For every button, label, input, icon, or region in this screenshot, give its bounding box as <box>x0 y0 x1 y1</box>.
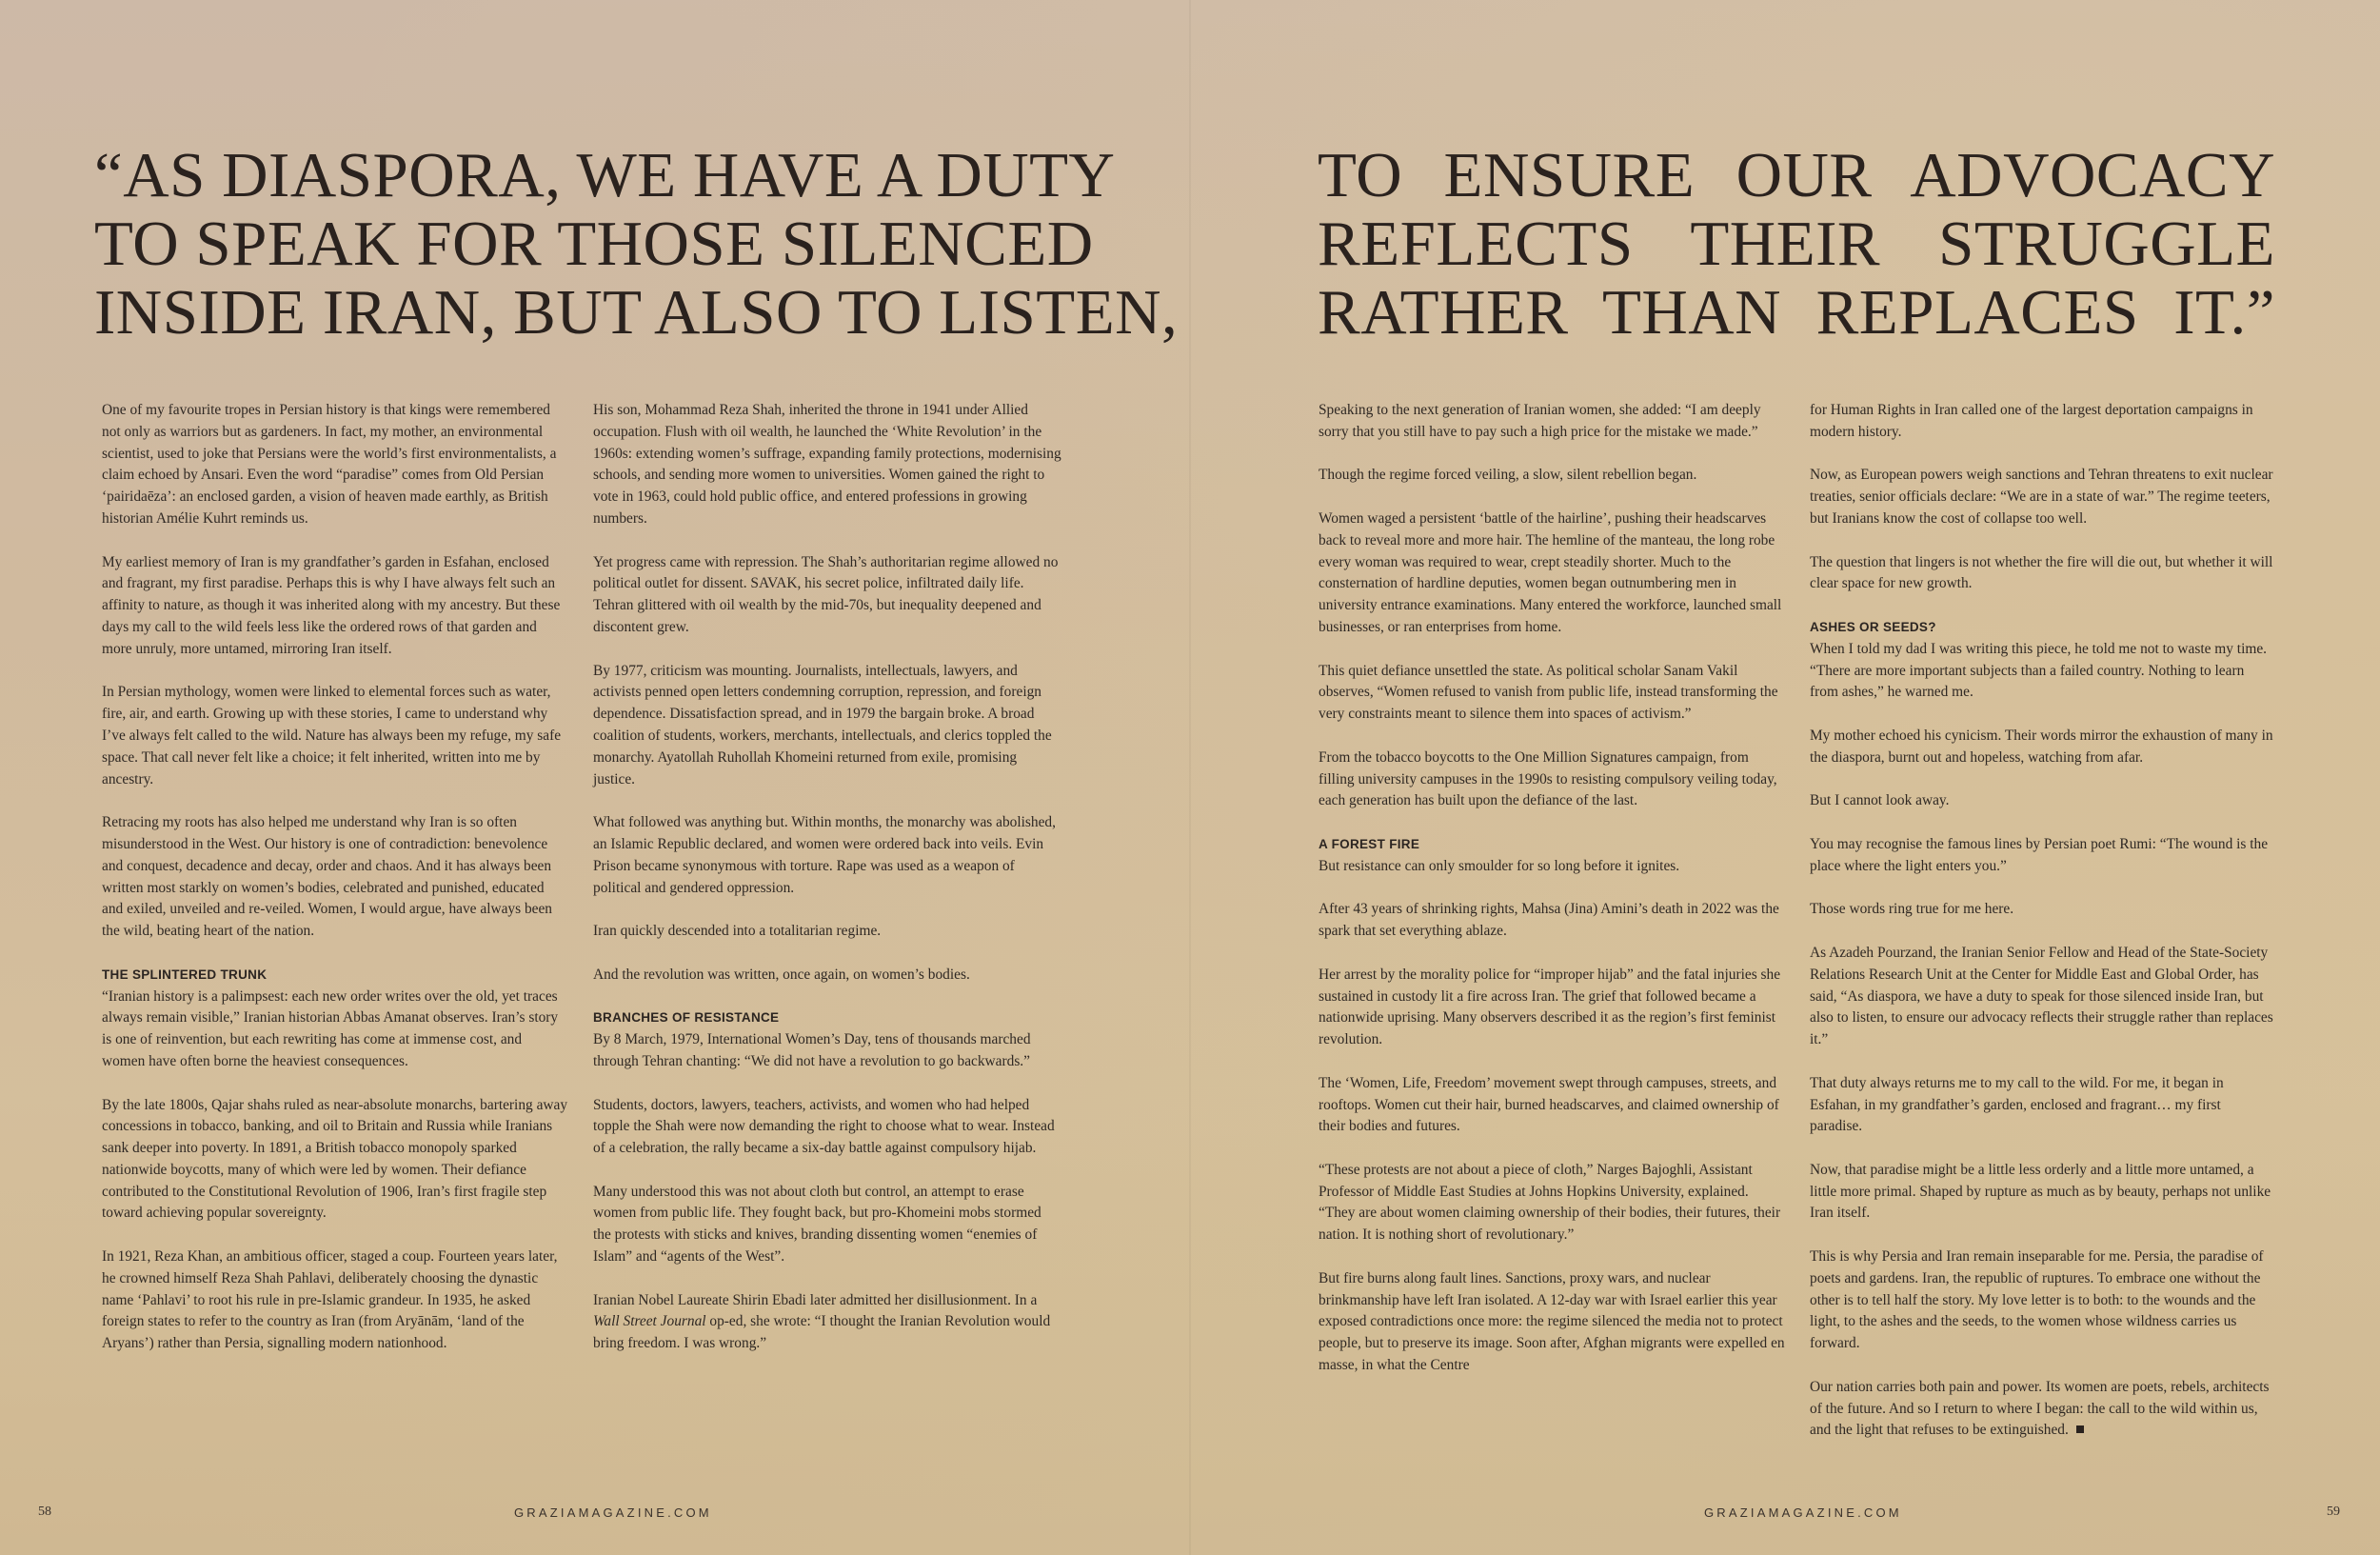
page-number-left: 58 <box>38 1505 51 1519</box>
pull-quote-right <box>1318 141 2275 347</box>
body-paragraph: Students, doctors, lawyers, teachers, activists, and women who had helped topple the Shah were now demanding the right to choose what to wear. Instead of a celebration, the rally became a six-day battle against compulsory hijab. <box>593 1096 1055 1157</box>
page-number-right: 59 <box>2327 1505 2340 1519</box>
body-paragraph <box>593 1290 1061 1355</box>
body-paragraph: Now, as European powers weigh sanctions and Tehran threatens to exit nuclear treaties, senior officials declare: “We are in a state of war.” The regime teeters, but Iranians know the cost of collapse too well. <box>1810 467 2273 527</box>
footer-website-left: GRAZIAMAGAZINE.COM <box>514 1505 712 1520</box>
body-paragraph: But I cannot look away. <box>1810 792 1950 809</box>
article-column-4 <box>1810 400 2276 1442</box>
body-paragraph: My earliest memory of Iran is my grandfather’s garden in Esfahan, enclosed and fragrant, my first paradise. Perhaps this is why I have always felt such an affinity to nature, as though it was inherited along with my ancestry. But these days my call to the wild feels less like the ordered rows of that garden and more unruly, more untamed, mirroring Iran itself. <box>102 553 561 657</box>
body-paragraph: In 1921, Reza Khan, an ambitious officer, staged a coup. Fourteen years later, he crowned himself Reza Shah Pahlavi, deliberately choosing the dynastic name ‘Pahlavi’ to root his rule in pre-Islamic grandeur. In 1935, he asked foreign states to refer to the country as Iran (from Aryānām, ‘land of the Aryans’) rather than Persia, signalling modern nationhood. <box>102 1248 558 1352</box>
body-paragraph: Yet progress came with repression. The Shah’s authoritarian regime allowed no political outlet for dissent. SAVAK, his secret police, infiltrated daily life. Tehran glittered with oil wealth by the mid-70s, but inequality deepened and discontent grew. <box>593 553 1059 635</box>
body-paragraph: for Human Rights in Iran called one of the largest deportation campaigns in modern history. <box>1810 402 2253 440</box>
body-paragraph: Though the regime forced veiling, a slow, silent rebellion began. <box>1319 467 1697 484</box>
body-paragraph: This is why Persia and Iran remain inseparable for me. Persia, the paradise of poets and gardens. Iran, the republic of ruptures. To embrace one without the other is to tell half the story. My love letter is to both: to the wounds and the light, to the ashes and the seeds, to the women whose wildness carries us forward. <box>1810 1248 2264 1352</box>
article-column-2 <box>593 400 1061 1355</box>
section-heading: THE SPLINTERED TRUNK <box>102 967 268 982</box>
section-heading: ASHES OR SEEDS? <box>1810 619 1936 634</box>
body-paragraph: Now, that paradise might be a little less orderly and a little more untamed, a little more primal. Shaped by rupture as much as by beauty, perhaps not unlike Iran itself. <box>1810 1161 2271 1222</box>
pull-quote-line: TO SPEAK FOR THOSE SILENCED <box>94 208 1094 279</box>
body-paragraph: From the tobacco boycotts to the One Million Signatures campaign, from filling university campuses in the 1990s to resisting compulsory veiling today, each generation has built upon the defiance of the last. <box>1319 748 1777 809</box>
pull-quote-line: TO ENSURE OUR ADVOCACY <box>1318 139 2275 210</box>
body-paragraph: You may recognise the famous lines by Persian poet Rumi: “The wound is the place where the light enters you.” <box>1810 835 2269 874</box>
body-paragraph: The ‘Women, Life, Freedom’ movement swept through campuses, streets, and rooftops. Women cut their hair, burned headscarves, and claimed ownership of their bodies and futures. <box>1319 1074 1779 1135</box>
body-paragraph: The question that lingers is not whether the fire will die out, but whether it will clear space for new growth. <box>1810 553 2273 592</box>
body-paragraph: In Persian mythology, women were linked to elemental forces such as water, fire, air, and earth. Growing up with these stories, I came to understand why I’ve always felt called to the wild. Nature has always been my refuge, my safe space. That call never felt like a choice; it felt inherited, written into me by ancestry. <box>102 684 562 787</box>
footer-website-right: GRAZIAMAGAZINE.COM <box>1704 1505 1902 1520</box>
body-paragraph: As Azadeh Pourzand, the Iranian Senior Fellow and Head of the State-Society Relations Research Unit at the Center for Middle East and Global Order, has said, “As diaspora, we have a duty to speak for those silenced inside Iran, but also to listen, to ensure our advocacy reflects their struggle rather than replaces it.” <box>1810 944 2273 1048</box>
body-paragraph: Her arrest by the morality police for “improper hijab” and the fatal injuries she sustained in custody lit a fire across Iran. The grief that followed became a nationwide uprising. Many observers described it as the region’s first feminist revolution. <box>1319 966 1781 1048</box>
body-paragraph: When I told my dad I was writing this piece, he told me not to waste my time. “There are more important subjects than a failed country. Nothing to learn from ashes,” he warned me. <box>1810 640 2268 701</box>
section-heading: A FOREST FIRE <box>1319 836 1420 851</box>
body-paragraph: This quiet defiance unsettled the state. As political scholar Sanam Vakil observes, “Women refused to vanish from public life, instead transforming the very constraints meant to silence them into spaces of activism.” <box>1319 662 1778 723</box>
body-paragraph: His son, Mohammad Reza Shah, inherited the throne in 1941 under Allied occupation. Flush with oil wealth, he launched the ‘White Revolution’ in the 1960s: extending women’s suffrage, expanding family protections, modernising schools, and sending more women to universities. Women gained the right to vote in 1963, could hold public office, and entered professions in growing numbers. <box>593 402 1061 527</box>
article-column-1 <box>102 400 568 1355</box>
body-paragraph: Women waged a persistent ‘battle of the hairline’, pushing their headscarves back to reveal more and more hair. The hemline of the manteau, the long robe every woman was required to wear, crept steadily shorter. Much to the consternation of hardline deputies, women began outnumbering men in university entrance examinations. Many entered the workforce, launched small businesses, or ran enterprises from home. <box>1319 509 1782 635</box>
body-paragraph: Those words ring true for me here. <box>1810 901 2014 918</box>
body-paragraph: “Iranian history is a palimpsest: each new order writes over the old, yet traces always remain visible,” Iranian historian Abbas Amanat observes. Iran’s story is one of reinvention, but each rewriting has come at immense cost, and women have often borne the heaviest consequences. <box>102 987 559 1069</box>
body-paragraph: By 8 March, 1979, International Women’s Day, tens of thousands marched through Tehran chanting: “We did not have a revolution to go backwards.” <box>593 1031 1031 1069</box>
section-heading: BRANCHES OF RESISTANCE <box>593 1010 780 1026</box>
pull-quote-line: INSIDE IRAN, BUT ALSO TO LISTEN, <box>94 276 1179 348</box>
body-text: op-ed, she wrote: “I thought the Iranian Revolution would bring freedom. I was wrong.” <box>593 1313 1051 1352</box>
spread-fold <box>1189 0 1191 1555</box>
article-column-3 <box>1319 400 1785 1377</box>
body-paragraph <box>1810 1377 2276 1442</box>
body-text: Iranian Nobel Laureate Shirin Ebadi later admitted her disillusionment. In a <box>593 1291 1038 1308</box>
pull-quote-line: RATHER THAN REPLACES IT.” <box>1318 276 2275 348</box>
body-paragraph: But fire burns along fault lines. Sanctions, proxy wars, and nuclear brinkmanship have left Iran isolated. A 12-day war with Israel earlier this year exposed contradictions once more: the regime silenced the media not to protect people, but to preserve its image. Soon after, Afghan migrants were expelled en masse, in what the Centre <box>1319 1269 1785 1374</box>
body-paragraph: Iran quickly descended into a totalitarian regime. <box>593 923 882 940</box>
body-paragraph: By 1977, criticism was mounting. Journalists, intellectuals, lawyers, and activists penned open letters condemning corruption, repression, and foreign dependence. Dissatisfaction spread, and in 1979 the bargain broke. A broad coalition of students, workers, merchants, intellectuals, and clerics toppled the monarchy. Ayatollah Ruhollah Khomeini returned from exile, promising justice. <box>593 662 1052 787</box>
body-paragraph: What followed was anything but. Within months, the monarchy was abolished, an Islamic Republic declared, and women were ordered back into veils. Evin Prison became synonymous with torture. Rape was used as a weapon of political and gendered oppression. <box>593 814 1056 896</box>
publication-title: Wall Street Journal <box>593 1313 706 1330</box>
body-paragraph: But resistance can only smoulder for so long before it ignites. <box>1319 857 1680 874</box>
body-paragraph: “These protests are not about a piece of cloth,” Narges Bajoghli, Assistant Professor of Middle East Studies at Johns Hopkins University, explained. “They are about women claiming ownership of their bodies, their futures, their nation. It is nothing short of revolutionary.” <box>1319 1161 1781 1244</box>
body-paragraph: Many understood this was not about cloth but control, an attempt to erase women from public life. They fought back, but pro-Khomeini mobs stormed the protests with sticks and knives, branding dissenting women “enemies of Islam” and “agents of the West”. <box>593 1183 1041 1266</box>
body-paragraph: That duty always returns me to my call to the wild. For me, it began in Esfahan, in my grandfather’s garden, enclosed and fragrant… my first paradise. <box>1810 1074 2224 1135</box>
body-paragraph: By the late 1800s, Qajar shahs ruled as near-absolute monarchs, bartering away concessions in tobacco, banking, and oil to Britain and Russia while Iranians sank deeper into poverty. In 1891, a British tobacco monopoly sparked nationwide boycotts, many of which were led by women. Their defiance contributed to the Constitutional Revolution of 1906, Iran’s first fragile step toward achieving popular sovereignty. <box>102 1096 568 1222</box>
pull-quote-line: “AS DIASPORA, WE HAVE A DUTY <box>94 139 1116 210</box>
pull-quote-left <box>94 139 1179 348</box>
pull-quote-line: REFLECTS THEIR STRUGGLE <box>1318 208 2275 279</box>
body-paragraph: My mother echoed his cynicism. Their words mirror the exhaustion of many in the diaspora, burnt out and hopeless, watching from afar. <box>1810 727 2273 766</box>
end-of-article-mark-icon <box>2076 1425 2084 1433</box>
body-paragraph: Retracing my roots has also helped me understand why Iran is so often misunderstood in the West. Our history is one of contradiction: benevolence and conquest, decadence and decay, order and chaos. And it has always been written most starkly on women’s bodies, celebrated and punished, educated and exiled, unveiled and re-veiled. Women, I would argue, have always been the wild, beating heart of the nation. <box>102 814 552 940</box>
body-paragraph: One of my favourite tropes in Persian history is that kings were remembered not only as warriors but as gardeners. In fact, my mother, an environmental scientist, used to joke that Persians were the world’s first environmentalists, a claim echoed by Ansari. Even the word “paradise” comes from Old Persian ‘pairidaēza’: an enclosed garden, a vision of heaven made earthly, as British historian Amélie Kuhrt reminds us. <box>102 402 557 527</box>
body-paragraph: After 43 years of shrinking rights, Mahsa (Jina) Amini’s death in 2022 was the spark that set everything ablaze. <box>1319 901 1779 940</box>
body-paragraph: And the revolution was written, once again, on women’s bodies. <box>593 966 970 983</box>
body-paragraph: Speaking to the next generation of Iranian women, she added: “I am deeply sorry that you still have to pay such a high price for the mistake we made.” <box>1319 402 1761 440</box>
body-text: Our nation carries both pain and power. Its women are poets, rebels, architects of the future. And so I return to where I began: the call to the wild within us, and the light that refuses to be extinguished. <box>1810 1378 2270 1439</box>
